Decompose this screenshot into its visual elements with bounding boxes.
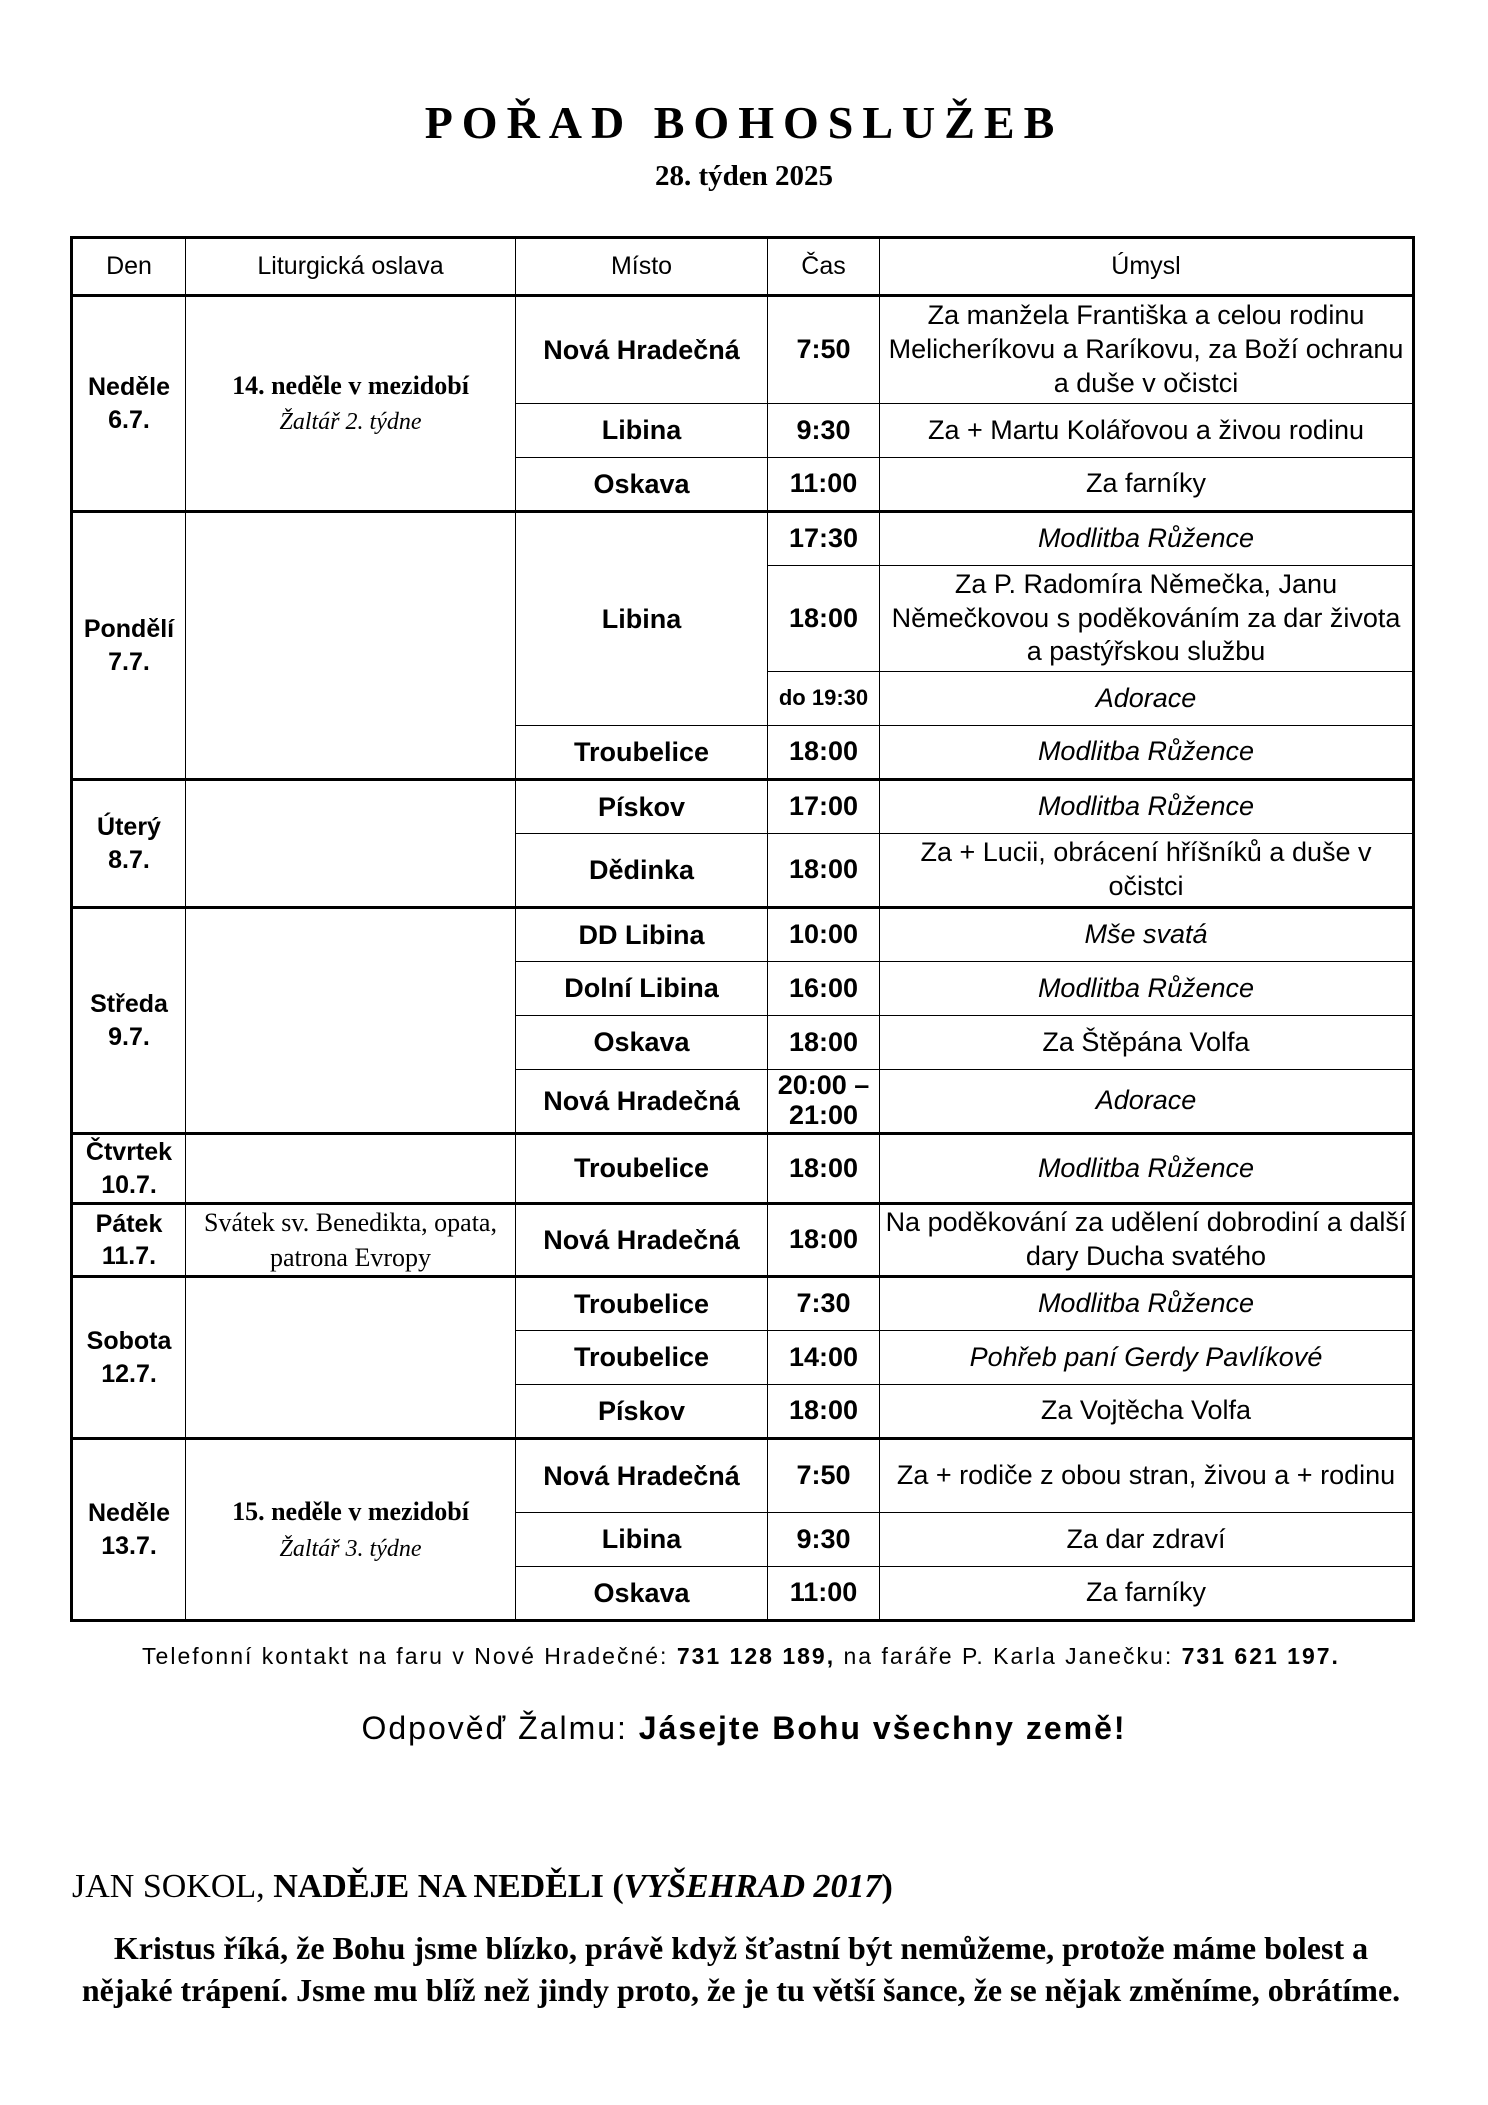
liturgy-cell [186,780,516,908]
intention-cell: Na poděkování za udělení dobrodiní a další dary Ducha svatého [880,1204,1414,1277]
time-cell: 18:00 [768,726,880,780]
psalm-text: Jásejte Bohu všechny země! [638,1710,1127,1746]
day-name: Úterý [97,813,161,841]
place-cell: Pískov [516,780,768,834]
day-cell [72,1277,186,1439]
header-intention: Úmysl [880,238,1414,296]
place-cell: Oskava [516,458,768,512]
intention-cell: Za dar zdraví [880,1513,1414,1567]
time-cell: 14:00 [768,1331,880,1385]
day-cell [72,908,186,1134]
header-time: Čas [768,238,880,296]
time-cell: 17:30 [768,512,880,566]
intention-cell: Za + Martu Kolářovou a živou rodinu [880,404,1414,458]
time-cell: 16:00 [768,962,880,1016]
intention-cell: Modlitba Růžence [880,780,1414,834]
time-cell: 18:00 [768,834,880,908]
intention-cell: Modlitba Růžence [880,512,1414,566]
place-cell: Pískov [516,1385,768,1439]
place-cell: Troubelice [516,1331,768,1385]
day-name: Neděle [88,1499,170,1528]
liturgy-title: 15. neděle v mezidobí [232,1497,469,1527]
day-date: 6.7. [108,405,150,434]
quote-heading: JAN SOKOL, NADĚJE NA NEDĚLI (VYŠEHRAD 2017) [72,1868,893,1905]
day-name: Sobota [86,1327,172,1356]
table-row [72,1204,1414,1277]
table-header-row [72,238,1414,296]
table-row [72,1439,1414,1513]
intention-cell: Adorace [880,1070,1414,1134]
table-row [72,296,1414,404]
header-place: Místo [516,238,768,296]
day-date: 8.7. [108,845,150,874]
contact-middle: na faráře P. Karla Janečku: [843,1643,1174,1669]
liturgy-cell [186,296,516,512]
week-subtitle: 28. týden 2025 [654,160,834,192]
intention-cell: Adorace [880,672,1414,726]
liturgy-cell [186,908,516,1134]
place-cell: Oskava [516,1016,768,1070]
place-cell: Nová Hradečná [516,1439,768,1513]
liturgy-note: Žaltář 2. týdne [279,409,422,436]
intention-cell: Modlitba Růžence [880,962,1414,1016]
time-cell: 11:00 [768,458,880,512]
time-cell: 18:00 [768,1385,880,1439]
page-title: POŘAD BOHOSLUŽEB [424,97,1064,148]
liturgy-cell: Svátek sv. Benedikta, opata, patrona Evropy [186,1204,516,1277]
place-cell: Libina [516,512,768,726]
table-row [72,1277,1414,1331]
psalm-label: Odpověď Žalmu: [361,1710,628,1746]
place-cell: Nová Hradečná [516,1204,768,1277]
day-date: 13.7. [101,1531,157,1560]
day-name: Pondělí [83,615,175,643]
place-cell: Libina [516,404,768,458]
liturgy-cell [186,1439,516,1621]
time-cell: 10:00 [768,908,880,962]
intention-cell: Za Vojtěcha Volfa [880,1385,1414,1439]
time-cell: 20:00 – 21:00 [768,1070,880,1134]
day-cell [72,1204,186,1277]
intention-cell: Za + Lucii, obrácení hříšníků a duše v očistci [880,834,1414,908]
day-date: 10.7. [101,1170,157,1199]
place-cell: DD Libina [516,908,768,962]
header-liturgy: Liturgická oslava [186,238,516,296]
contact-prefix: Telefonní kontakt na faru v Nové Hradečné: [142,1643,669,1669]
place-cell: Libina [516,1513,768,1567]
place-cell: Nová Hradečná [516,296,768,404]
place-cell: Dolní Libina [516,962,768,1016]
liturgy-cell [186,1277,516,1439]
table-row [72,908,1414,962]
time-cell: 18:00 [768,566,880,672]
intention-cell: Za + rodiče z obou stran, živou a + rodinu [880,1439,1414,1513]
place-cell: Troubelice [516,726,768,780]
day-cell [72,1439,186,1621]
day-name: Neděle [88,373,170,401]
time-cell: 9:30 [768,1513,880,1567]
header-day: Den [72,238,186,296]
day-date: 7.7. [108,647,150,676]
intention-cell: Mše svatá [880,908,1414,962]
intention-cell: Modlitba Růžence [880,726,1414,780]
quote-text: Kristus říká, že Bohu jsme blízko, právě když šťastní být nemůžeme, protože máme bolest a nějaké trápení. Jsme mu blíž než jindy proto, že je tu větší šance, že se nějak změníme, obrátíme. [81,1930,1401,2008]
day-date: 12.7. [101,1359,157,1388]
parish-phone: 731 128 189, [676,1643,836,1669]
place-cell: Dědinka [516,834,768,908]
time-cell: 18:00 [768,1134,880,1204]
day-cell [72,780,186,908]
time-cell: 9:30 [768,404,880,458]
intention-cell: Za manžela Františka a celou rodinu Melicheríkovu a Raríkovu, za Boží ochranu a duše v očistci [880,296,1414,404]
day-date: 9.7. [108,1022,150,1051]
liturgy-cell [186,1134,516,1204]
place-cell: Troubelice [516,1277,768,1331]
time-cell: 11:00 [768,1567,880,1621]
contact-line [70,1643,1412,1670]
intention-cell: Za Štěpána Volfa [880,1016,1414,1070]
table-row [72,780,1414,834]
table-row [72,512,1414,566]
intention-cell: Modlitba Růžence [880,1134,1414,1204]
quote-source: VYŠEHRAD 2017 [623,1868,882,1905]
time-cell: 18:00 [768,1016,880,1070]
intention-cell: Za farníky [880,1567,1414,1621]
psalm-response [0,1710,1488,1747]
intention-cell: Za farníky [880,458,1414,512]
day-cell [72,512,186,780]
liturgy-note: Žaltář 3. týdne [279,1535,422,1562]
intention-cell: Pohřeb paní Gerdy Pavlíkové [880,1331,1414,1385]
priest-phone: 731 621 197. [1181,1643,1340,1669]
time-cell: 17:00 [768,780,880,834]
day-cell [72,296,186,512]
time-cell: 7:50 [768,296,880,404]
day-cell [72,1134,186,1204]
place-cell: Troubelice [516,1134,768,1204]
intention-cell: Za P. Radomíra Němečka, Janu Němečkovou s poděkováním za dar života a pastýřskou službu [880,566,1414,672]
day-name: Čtvrtek [85,1138,173,1166]
table-row [72,1134,1414,1204]
place-cell: Oskava [516,1567,768,1621]
place-cell: Nová Hradečná [516,1070,768,1134]
time-cell: 7:30 [768,1277,880,1331]
day-name: Středa [90,990,168,1018]
day-name: Pátek [95,1209,163,1238]
liturgy-title: 14. neděle v mezidobí [232,371,469,401]
liturgy-cell [186,512,516,780]
time-cell: do 19:30 [768,672,880,726]
quote-book: NADĚJE NA NEDĚLI [273,1868,604,1905]
quote-author: JAN SOKOL, [72,1868,265,1905]
intention-cell: Modlitba Růžence [880,1277,1414,1331]
time-cell: 7:50 [768,1439,880,1513]
day-date: 11.7. [101,1242,157,1271]
schedule-table [70,236,1415,1622]
time-cell: 18:00 [768,1204,880,1277]
